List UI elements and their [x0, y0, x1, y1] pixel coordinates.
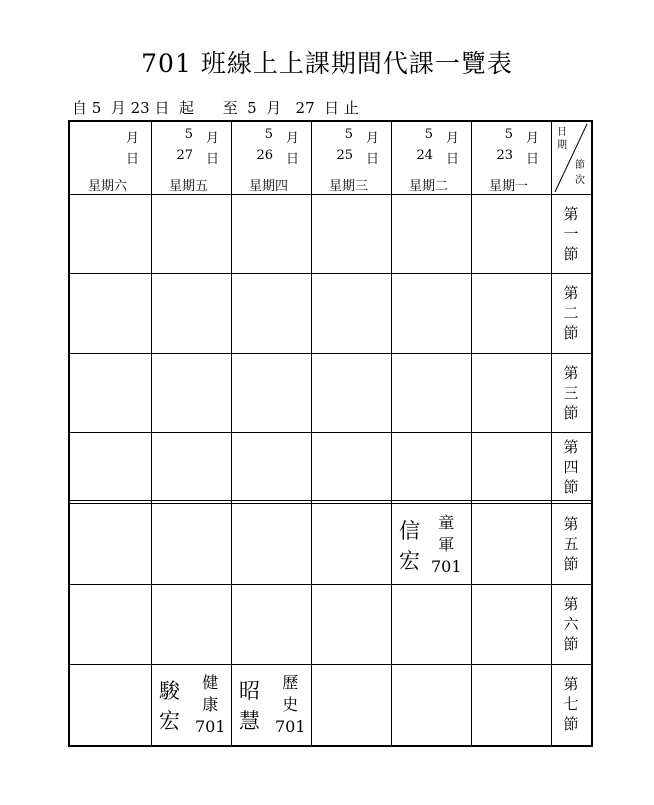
period-label: 第 二 節: [563, 284, 579, 342]
page-title: 701 班線上上課期間代課一覽表: [141, 49, 513, 78]
period-label: 第 三 節: [563, 364, 579, 422]
substitute-teacher: 駿 宏: [159, 679, 180, 733]
weekday-label: 星期一: [489, 179, 529, 194]
subject-class: 健 康 701: [195, 673, 226, 736]
subject-class: 歷 史 701: [275, 673, 306, 736]
row-divider: [70, 353, 591, 354]
weekday-label: 星期四: [249, 179, 289, 194]
weekday-label: 星期五: [169, 179, 209, 194]
substitute-teacher: 昭 慧: [239, 679, 260, 733]
column-divider: [471, 122, 472, 745]
period-label: 第 五 節: [563, 515, 579, 573]
period-label: 第 一 節: [563, 205, 579, 263]
substitution-entry: [151, 664, 231, 745]
subject-class: 童 軍 701: [431, 513, 462, 576]
row-divider: [70, 194, 591, 195]
column-divider: [391, 122, 392, 745]
period-label: 第 六 節: [563, 595, 579, 653]
period-label: 第 七 節: [563, 675, 579, 733]
corner-date-label: 日 期: [557, 127, 567, 151]
header-friday: 5 月 27 日 星期五: [169, 127, 219, 194]
schedule-table: [68, 120, 593, 747]
row-divider: [70, 584, 591, 585]
date-range: 自 5 月 23 日 起 至 5 月 27 日 止: [72, 99, 359, 117]
period-label: 第 四 節: [563, 438, 579, 496]
header-thursday: 5 月 26 日 星期四: [249, 127, 299, 194]
column-divider: [231, 122, 232, 745]
weekday-label: 星期三: [329, 179, 369, 194]
column-divider: [311, 122, 312, 745]
row-divider: [70, 432, 591, 433]
corner-period-label: 節 次: [575, 160, 585, 186]
substitute-teacher: 信 宏: [399, 519, 420, 573]
header-wednesday: 5 月 25 日 星期三: [329, 127, 379, 194]
weekday-label: 星期六: [88, 179, 128, 194]
morning-afternoon-divider: [70, 500, 591, 504]
substitution-entry: [391, 504, 471, 584]
corner-header: [551, 122, 591, 194]
weekday-label: 星期二: [409, 179, 449, 194]
row-divider: [70, 664, 591, 665]
substitution-entry: [231, 664, 311, 745]
header-tuesday: 5 月 24 日 星期二: [409, 127, 459, 194]
header-monday: 5 月 23 日 星期一: [489, 127, 539, 194]
header-saturday: 月 日 星期六: [88, 131, 139, 194]
column-divider: [151, 122, 152, 745]
row-divider: [70, 273, 591, 274]
